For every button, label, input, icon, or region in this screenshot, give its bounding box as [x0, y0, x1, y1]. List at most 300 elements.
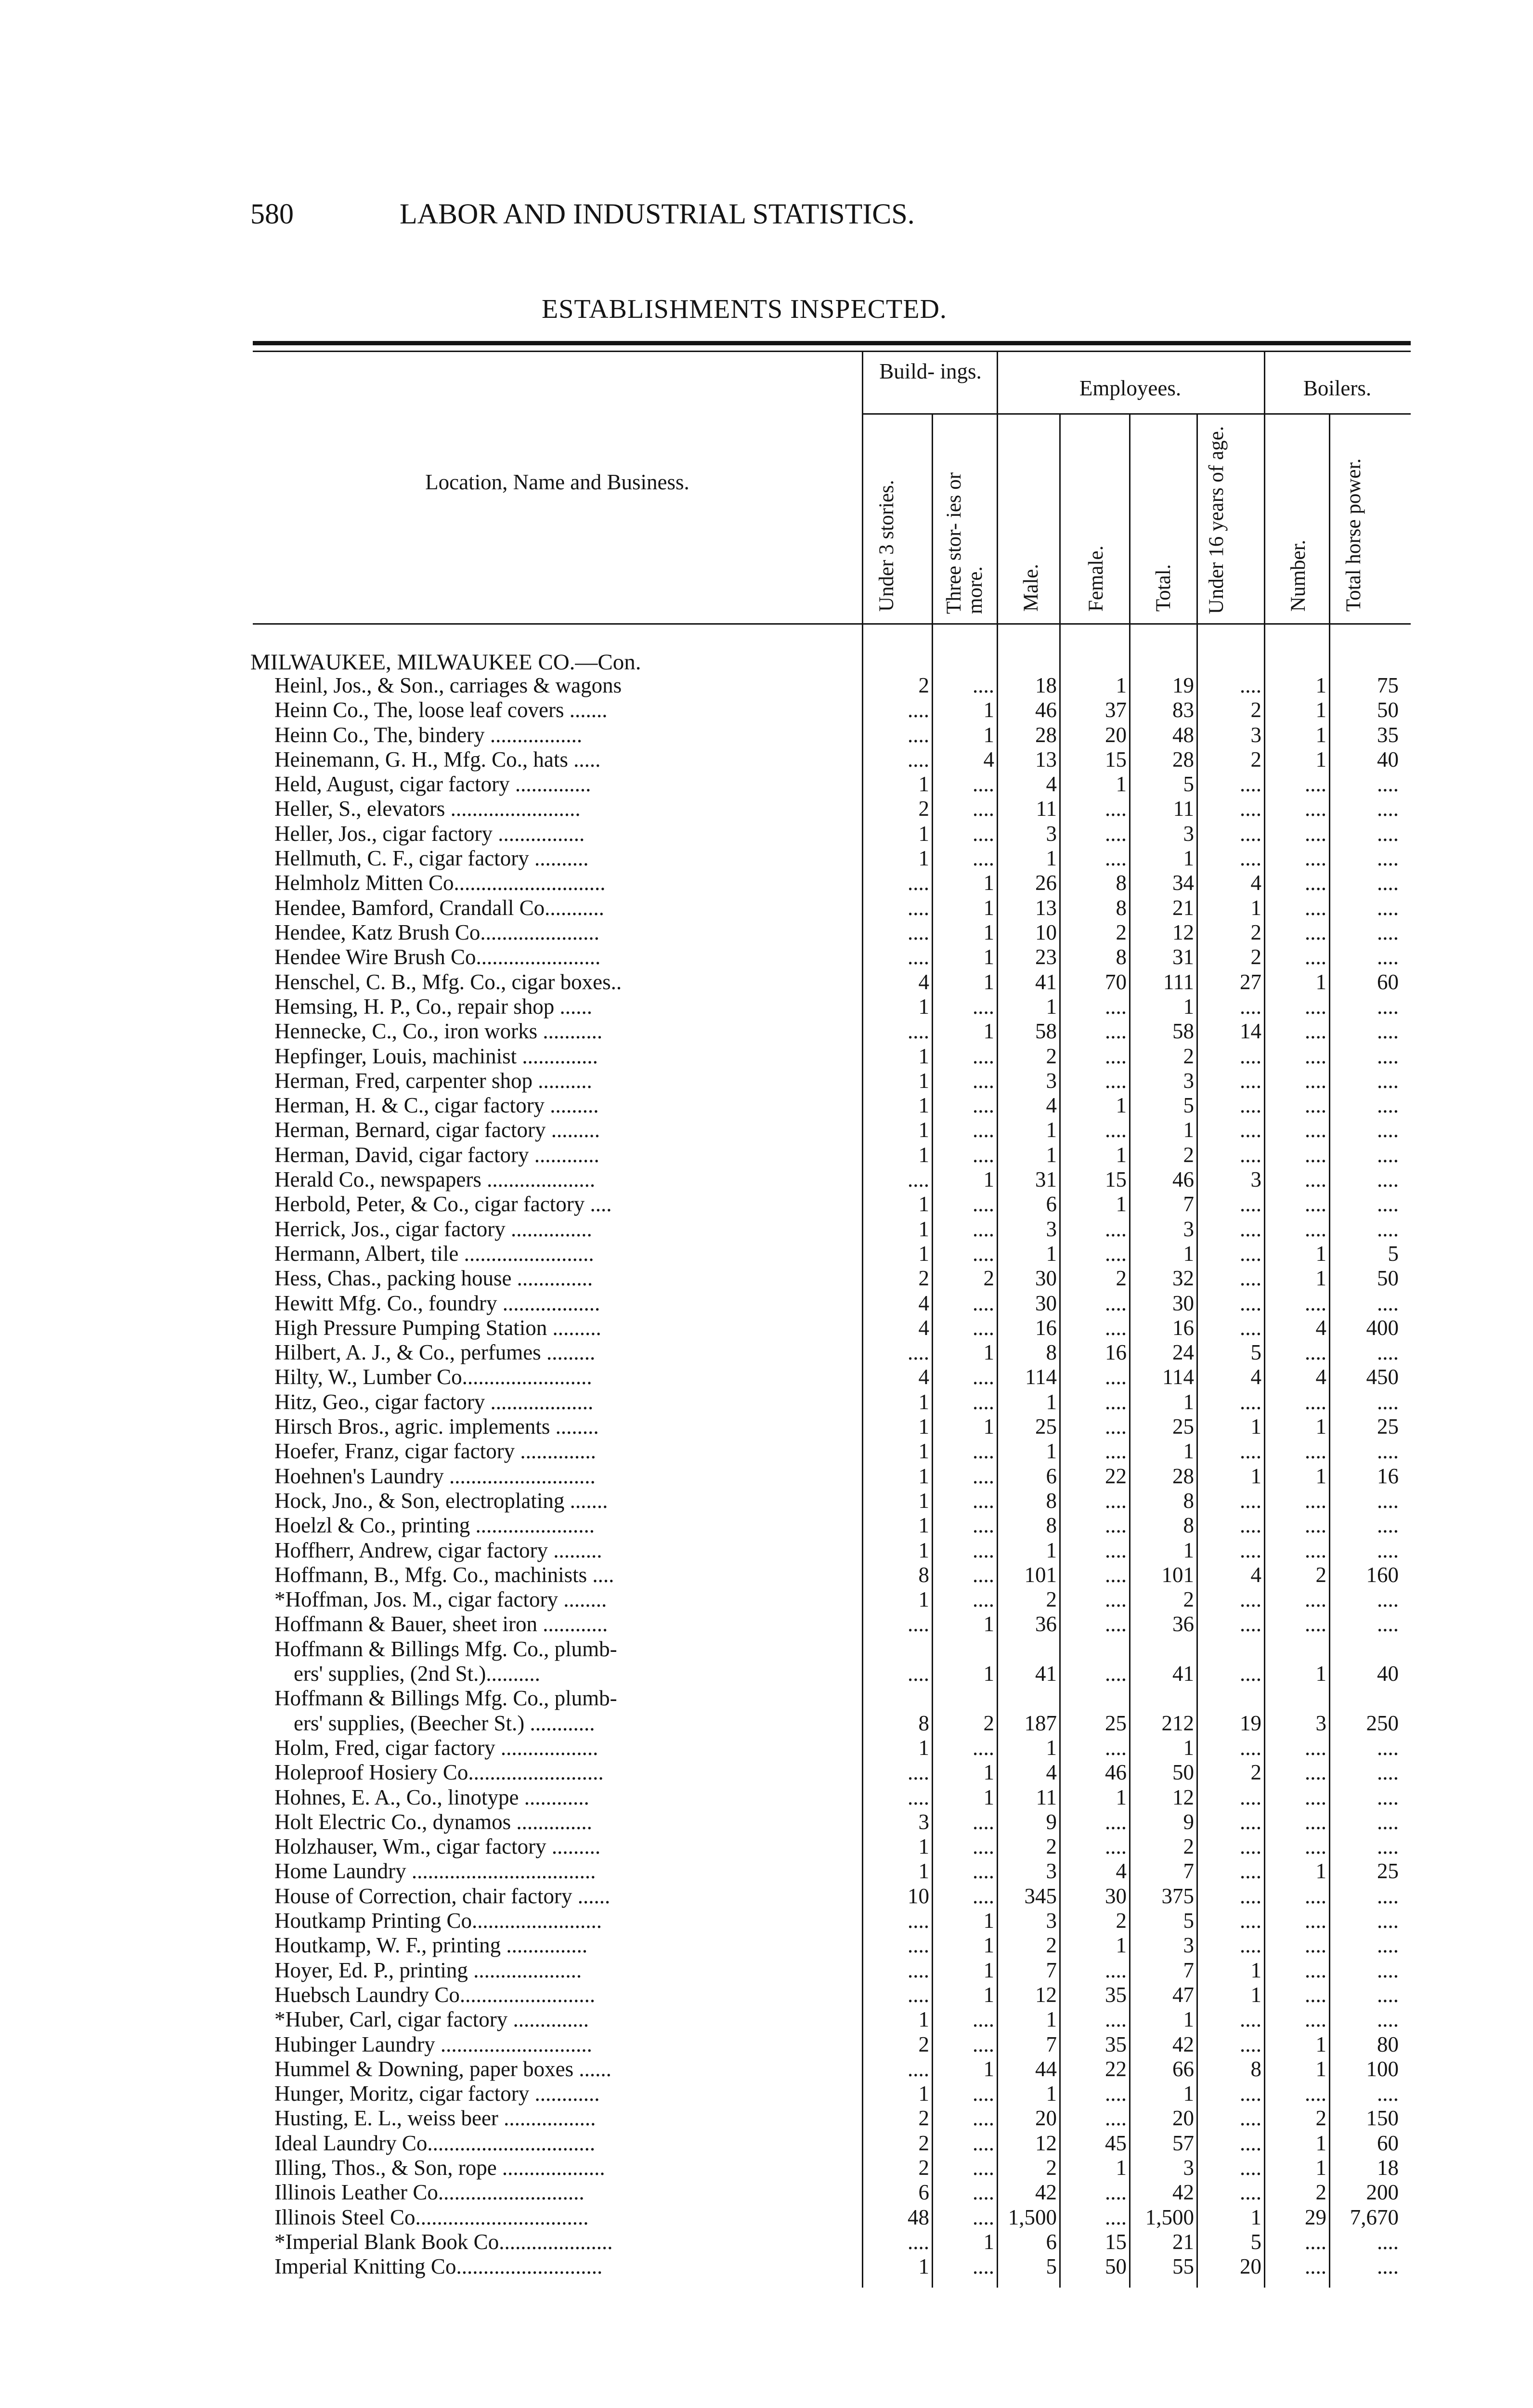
cell-u16: ....	[1240, 1810, 1261, 1834]
group-rule-buildings	[862, 413, 997, 415]
cell-n: ....	[1305, 871, 1326, 895]
cell-m: 1	[1046, 1390, 1057, 1414]
cell-f: ....	[1105, 1242, 1127, 1266]
row-name: ers' supplies, (2nd St.)..........	[294, 1662, 540, 1686]
row-name: Hitz, Geo., cigar factory ...................	[274, 1390, 594, 1414]
cell-t: 1	[1183, 2081, 1194, 2106]
cell-u16: ....	[1240, 673, 1261, 697]
cell-f: ....	[1105, 1365, 1127, 1389]
row-name: Herman, H. & C., cigar factory .........	[274, 1093, 599, 1117]
table-row	[0, 970, 1533, 995]
row-name: Heller, Jos., cigar factory ................	[274, 822, 585, 846]
table-row	[0, 1044, 1533, 1069]
group-buildings: Build- ings.	[879, 359, 982, 383]
cell-t: 55	[1172, 2254, 1194, 2278]
cell-n: 1	[1315, 2032, 1326, 2056]
cell-f: ....	[1105, 1291, 1127, 1315]
row-name: Henschel, C. B., Mfg. Co., cigar boxes..	[274, 970, 622, 994]
cell-u3: 48	[908, 2205, 929, 2229]
cell-m: 1	[1046, 995, 1057, 1019]
cell-f: 30	[1105, 1884, 1127, 1908]
cell-u3: 1	[918, 1414, 929, 1439]
cell-m: 101	[1024, 1563, 1057, 1587]
row-name: Illinois Steel Co................................	[274, 2205, 589, 2229]
cell-m: 8	[1046, 1340, 1057, 1364]
cell-t: 5	[1183, 772, 1194, 796]
cell-f: ....	[1105, 1044, 1127, 1068]
table-row	[0, 1118, 1533, 1142]
cell-n: 1	[1315, 1662, 1326, 1686]
cell-hp: 60	[1377, 2131, 1399, 2155]
cell-t3: ....	[973, 2032, 994, 2056]
cell-u3: 1	[918, 1859, 929, 1883]
cell-hp: ....	[1377, 995, 1399, 1019]
cell-n: ....	[1305, 1785, 1326, 1809]
cell-f: 37	[1105, 698, 1127, 722]
row-name: Heinemann, G. H., Mfg. Co., hats .....	[274, 747, 601, 772]
top-rule-thin	[253, 351, 1411, 352]
cell-n: ....	[1305, 1390, 1326, 1414]
cell-f: ....	[1105, 1538, 1127, 1562]
cell-n: 1	[1315, 1242, 1326, 1266]
row-name: Husting, E. L., weiss beer .................	[274, 2106, 596, 2130]
row-name: *Hoffman, Jos. M., cigar factory ........	[274, 1587, 607, 1611]
cell-hp: ....	[1377, 1884, 1399, 1908]
table-row	[0, 1414, 1533, 1439]
cell-m: 25	[1035, 1414, 1057, 1439]
cell-hp: ....	[1377, 846, 1399, 870]
table-row	[0, 772, 1533, 797]
table-row	[0, 698, 1533, 722]
cell-t3: 1	[983, 945, 994, 969]
cell-m: 3	[1046, 1069, 1057, 1093]
cell-hp: ....	[1377, 1736, 1399, 1760]
row-name: Hennecke, C., Co., iron works ...........	[274, 1019, 603, 1043]
cell-u16: 1	[1250, 1983, 1261, 2007]
table-row	[0, 1859, 1533, 1884]
cell-f: ....	[1105, 846, 1127, 870]
cell-t3: ....	[973, 1464, 994, 1488]
cell-hp: 50	[1377, 698, 1399, 722]
cell-u3: 1	[918, 1143, 929, 1167]
cell-f: 22	[1105, 1464, 1127, 1488]
cell-m: 26	[1035, 871, 1057, 895]
top-rule	[253, 341, 1411, 345]
cell-u3: 1	[918, 1587, 929, 1611]
cell-u3: ....	[908, 747, 929, 772]
cell-u3: 3	[918, 1810, 929, 1834]
row-name: Holzhauser, Wm., cigar factory .........	[274, 1834, 601, 1858]
table-row	[0, 1291, 1533, 1316]
cell-n: 1	[1315, 1414, 1326, 1439]
cell-m: 41	[1035, 1662, 1057, 1686]
cell-t3: ....	[973, 1192, 994, 1216]
cell-t: 31	[1172, 945, 1194, 969]
cell-t3: 1	[983, 723, 994, 747]
cell-u3: 4	[918, 1316, 929, 1340]
cell-t: 20	[1172, 2106, 1194, 2130]
cell-t: 3	[1183, 822, 1194, 846]
cell-f: ....	[1105, 2205, 1127, 2229]
table-row	[0, 1736, 1533, 1760]
cell-t3: ....	[973, 846, 994, 870]
cell-hp: 18	[1377, 2156, 1399, 2180]
cell-hp: ....	[1377, 871, 1399, 895]
row-name: *Huber, Carl, cigar factory ..............	[274, 2007, 589, 2031]
cell-hp: ....	[1377, 945, 1399, 969]
cell-u16: ....	[1240, 2180, 1261, 2204]
cell-u16: ....	[1240, 1291, 1261, 1315]
cell-u3: ....	[908, 1785, 929, 1809]
row-name: Ideal Laundry Co...............................	[274, 2131, 596, 2155]
cell-u16: 2	[1250, 698, 1261, 722]
cell-n: 4	[1315, 1365, 1326, 1389]
table-row	[0, 1933, 1533, 1958]
cell-u3: 1	[918, 1439, 929, 1463]
cell-u3: 2	[918, 673, 929, 697]
cell-u16: ....	[1240, 2081, 1261, 2106]
cell-f: ....	[1105, 2180, 1127, 2204]
cell-m: 10	[1035, 920, 1057, 944]
cell-u16: ....	[1240, 1859, 1261, 1883]
cell-m: 114	[1025, 1365, 1057, 1389]
table-row	[0, 2230, 1533, 2254]
cell-f: ....	[1105, 797, 1127, 821]
cell-u3: 8	[918, 1711, 929, 1735]
row-name: Hoyer, Ed. P., printing ....................	[274, 1958, 582, 1982]
cell-hp: ....	[1377, 797, 1399, 821]
table-row	[0, 1760, 1533, 1785]
cell-f: 8	[1116, 871, 1127, 895]
row-name: Hilty, W., Lumber Co........................	[274, 1365, 592, 1389]
cell-hp: ....	[1377, 896, 1399, 920]
cell-t: 7	[1183, 1859, 1194, 1883]
table-row	[0, 1587, 1533, 1612]
cell-f: ....	[1105, 995, 1127, 1019]
table-row	[0, 2131, 1533, 2156]
cell-t3: ....	[973, 1834, 994, 1858]
cell-m: 1	[1046, 2007, 1057, 2031]
cell-t3: ....	[973, 1093, 994, 1117]
cell-u3: 1	[918, 1538, 929, 1562]
cell-hp: 100	[1366, 2057, 1399, 2081]
cell-t3: 1	[983, 1019, 994, 1043]
col-total: Total.	[1152, 564, 1175, 612]
cell-u16: 5	[1250, 2230, 1261, 2254]
cell-m: 3	[1046, 822, 1057, 846]
cell-hp: 200	[1366, 2180, 1399, 2204]
cell-m: 2	[1046, 1044, 1057, 1068]
cell-u16: 4	[1250, 1365, 1261, 1389]
cell-m: 5	[1046, 2254, 1057, 2278]
cell-t3: ....	[973, 1069, 994, 1093]
cell-f: 15	[1105, 1167, 1127, 1191]
row-name: Herrick, Jos., cigar factory ...............	[274, 1217, 592, 1241]
table-row	[0, 2156, 1533, 2180]
row-name: Heller, S., elevators ........................	[274, 797, 581, 821]
cell-f: ....	[1105, 1316, 1127, 1340]
col-horse-power: Total horse power.	[1342, 458, 1365, 612]
cell-m: 345	[1024, 1884, 1057, 1908]
row-name: High Pressure Pumping Station .........	[274, 1316, 601, 1340]
cell-t3: ....	[973, 2007, 994, 2031]
cell-n: ....	[1305, 1291, 1326, 1315]
cell-hp: 25	[1377, 1859, 1399, 1883]
cell-m: 3	[1046, 1859, 1057, 1883]
cell-t3: 1	[983, 970, 994, 994]
cell-u16: ....	[1240, 2032, 1261, 2056]
cell-t: 1	[1183, 2007, 1194, 2031]
running-head	[250, 197, 915, 231]
cell-m: 6	[1046, 1192, 1057, 1216]
cell-m: 1,500	[1008, 2205, 1057, 2229]
cell-n: 1	[1315, 2131, 1326, 2155]
cell-t: 1	[1183, 1242, 1194, 1266]
cell-u16: ....	[1240, 2156, 1261, 2180]
table-row	[0, 1316, 1533, 1340]
cell-n: ....	[1305, 1884, 1326, 1908]
table-row	[0, 673, 1533, 698]
cell-hp: ....	[1377, 1019, 1399, 1043]
cell-t: 2	[1183, 1834, 1194, 1858]
cell-hp: 40	[1377, 1662, 1399, 1686]
col-number: Number.	[1287, 539, 1310, 612]
cell-u3: 4	[918, 970, 929, 994]
header-rule	[253, 623, 1411, 625]
cell-u3: 1	[918, 1834, 929, 1858]
cell-t: 34	[1172, 871, 1194, 895]
cell-u16: ....	[1240, 1736, 1261, 1760]
cell-n: ....	[1305, 945, 1326, 969]
cell-n: ....	[1305, 1340, 1326, 1364]
cell-n: 3	[1315, 1711, 1326, 1735]
cell-u16: ....	[1240, 1489, 1261, 1513]
row-name: Heinn Co., The, loose leaf covers .......	[274, 698, 608, 722]
cell-u3: ....	[908, 723, 929, 747]
cell-n: ....	[1305, 2081, 1326, 2106]
cell-n: ....	[1305, 1192, 1326, 1216]
cell-m: 1	[1046, 846, 1057, 870]
row-name: Herbold, Peter, & Co., cigar factory ....	[274, 1192, 612, 1216]
cell-m: 11	[1036, 797, 1057, 821]
cell-t: 5	[1183, 1093, 1194, 1117]
group-rule-boilers	[1264, 413, 1411, 415]
table-row	[0, 1439, 1533, 1464]
cell-n: ....	[1305, 1587, 1326, 1611]
cell-n: 1	[1315, 673, 1326, 697]
row-name: Hummel & Downing, paper boxes ......	[274, 2057, 611, 2081]
cell-f: 22	[1105, 2057, 1127, 2081]
cell-hp: 35	[1377, 723, 1399, 747]
page-number: 580	[250, 198, 294, 230]
cell-m: 30	[1035, 1266, 1057, 1290]
table-row-continued	[0, 1686, 1533, 1711]
cell-f: ....	[1105, 2081, 1127, 2106]
cell-n: ....	[1305, 772, 1326, 796]
cell-f: ....	[1105, 1810, 1127, 1834]
cell-n: ....	[1305, 1019, 1326, 1043]
row-name: Hubinger Laundry ............................	[274, 2032, 592, 2056]
row-name: Hoffmann & Bauer, sheet iron ............	[274, 1612, 608, 1636]
cell-u16: ....	[1240, 1662, 1261, 1686]
cell-f: ....	[1105, 1489, 1127, 1513]
cell-t: 1	[1183, 1736, 1194, 1760]
cell-hp: ....	[1377, 2254, 1399, 2278]
cell-hp: ....	[1377, 1909, 1399, 1933]
cell-u3: ....	[908, 1340, 929, 1364]
cell-u16: ....	[1240, 1538, 1261, 1562]
cell-t3: ....	[973, 1217, 994, 1241]
cell-hp: ....	[1377, 1513, 1399, 1537]
cell-u16: ....	[1240, 797, 1261, 821]
cell-n: 2	[1315, 2106, 1326, 2130]
cell-t: 19	[1172, 673, 1194, 697]
cell-hp: 60	[1377, 970, 1399, 994]
cell-m: 58	[1035, 1019, 1057, 1043]
cell-t3: 1	[983, 1612, 994, 1636]
table-row	[0, 2254, 1533, 2279]
cell-f: ....	[1105, 1513, 1127, 1537]
cell-t3: 2	[983, 1266, 994, 1290]
cell-m: 2	[1046, 2156, 1057, 2180]
cell-t3: 4	[983, 747, 994, 772]
cell-f: 25	[1105, 1711, 1127, 1735]
cell-n: ....	[1305, 1760, 1326, 1784]
cell-m: 8	[1046, 1513, 1057, 1537]
row-name: Illinois Leather Co...........................	[274, 2180, 585, 2204]
table-row	[0, 846, 1533, 871]
cell-t: 25	[1172, 1414, 1194, 1439]
cell-m: 4	[1046, 772, 1057, 796]
cell-t: 9	[1183, 1810, 1194, 1834]
cell-n: ....	[1305, 2254, 1326, 2278]
cell-m: 30	[1035, 1291, 1057, 1315]
cell-u3: 1	[918, 1093, 929, 1117]
cell-t: 30	[1172, 1291, 1194, 1315]
cell-f: ....	[1105, 2106, 1127, 2130]
cell-u16: 3	[1250, 1167, 1261, 1191]
cell-m: 41	[1035, 970, 1057, 994]
cell-u16: ....	[1240, 1439, 1261, 1463]
cell-u3: ....	[908, 1933, 929, 1957]
cell-t3: 1	[983, 1958, 994, 1982]
col-under-3-stories: Under 3 stories.	[875, 480, 898, 612]
table-row	[0, 1217, 1533, 1242]
cell-hp: 50	[1377, 1266, 1399, 1290]
cell-f: 4	[1116, 1859, 1127, 1883]
row-name: Illing, Thos., & Son, rope ...................	[274, 2156, 605, 2180]
table-row	[0, 2180, 1533, 2205]
cell-f: ....	[1105, 1834, 1127, 1858]
cell-n: ....	[1305, 1217, 1326, 1241]
cell-n: ....	[1305, 1810, 1326, 1834]
row-name: Heinn Co., The, bindery .................	[274, 723, 583, 747]
cell-n: 1	[1315, 1859, 1326, 1883]
cell-u16: ....	[1240, 822, 1261, 846]
cell-hp: 25	[1377, 1414, 1399, 1439]
cell-u16: ....	[1240, 2131, 1261, 2155]
cell-hp: ....	[1377, 2081, 1399, 2106]
cell-n: ....	[1305, 1069, 1326, 1093]
cell-hp: 400	[1366, 1316, 1399, 1340]
cell-t: 3	[1183, 2156, 1194, 2180]
table-row	[0, 871, 1533, 895]
cell-m: 3	[1046, 1909, 1057, 1933]
cell-u16: ....	[1240, 1933, 1261, 1957]
cell-n: ....	[1305, 1044, 1326, 1068]
cell-m: 4	[1046, 1760, 1057, 1784]
table-row	[0, 2007, 1533, 2032]
cell-t3: ....	[973, 2205, 994, 2229]
cell-hp: 250	[1366, 1711, 1399, 1735]
table-row	[0, 723, 1533, 747]
cell-u3: 2	[918, 2032, 929, 2056]
col-female: Female.	[1085, 545, 1107, 612]
cell-u16: ....	[1240, 846, 1261, 870]
cell-m: 1	[1046, 1242, 1057, 1266]
table-row	[0, 2081, 1533, 2106]
cell-u3: 1	[918, 995, 929, 1019]
cell-t3: ....	[973, 1859, 994, 1883]
cell-u16: 2	[1250, 920, 1261, 944]
cell-n: 1	[1315, 698, 1326, 722]
cell-m: 13	[1035, 747, 1057, 772]
cell-u3: ....	[908, 698, 929, 722]
cell-f: ....	[1105, 1069, 1127, 1093]
cell-hp: ....	[1377, 1093, 1399, 1117]
row-name: Hewitt Mfg. Co., foundry ..................	[274, 1291, 600, 1315]
cell-f: 1	[1116, 1143, 1127, 1167]
row-name: Hoehnen's Laundry ...........................	[274, 1464, 596, 1488]
row-name: Hunger, Moritz, cigar factory ............	[274, 2081, 600, 2106]
cell-n: ....	[1305, 822, 1326, 846]
cell-m: 44	[1035, 2057, 1057, 2081]
cell-u3: 1	[918, 846, 929, 870]
cell-m: 46	[1035, 698, 1057, 722]
cell-t: 101	[1161, 1563, 1194, 1587]
cell-t: 1	[1183, 1439, 1194, 1463]
cell-t3: 1	[983, 920, 994, 944]
cell-f: ....	[1105, 1736, 1127, 1760]
cell-m: 18	[1035, 673, 1057, 697]
table-row	[0, 1167, 1533, 1192]
cell-u16: ....	[1240, 1785, 1261, 1809]
table-row	[0, 1538, 1533, 1563]
cell-f: 2	[1116, 1266, 1127, 1290]
cell-u3: ....	[908, 1909, 929, 1933]
cell-f: 70	[1105, 970, 1127, 994]
cell-hp: ....	[1377, 1538, 1399, 1562]
cell-f: 20	[1105, 723, 1127, 747]
cell-t3: ....	[973, 1365, 994, 1389]
cell-m: 11	[1036, 1785, 1057, 1809]
row-name: Hellmuth, C. F., cigar factory ..........	[274, 846, 589, 870]
cell-u16: ....	[1240, 772, 1261, 796]
cell-f: 46	[1105, 1760, 1127, 1784]
cell-hp: ....	[1377, 1810, 1399, 1834]
cell-t3: 2	[983, 1711, 994, 1735]
cell-hp: ....	[1377, 1167, 1399, 1191]
cell-t3: ....	[973, 2081, 994, 2106]
cell-n: ....	[1305, 1909, 1326, 1933]
cell-u3: ....	[908, 945, 929, 969]
cell-t3: ....	[973, 1563, 994, 1587]
table-row	[0, 747, 1533, 772]
cell-u3: 1	[918, 1464, 929, 1488]
cell-t3: ....	[973, 673, 994, 697]
table-row	[0, 995, 1533, 1019]
cell-t: 2	[1183, 1044, 1194, 1068]
